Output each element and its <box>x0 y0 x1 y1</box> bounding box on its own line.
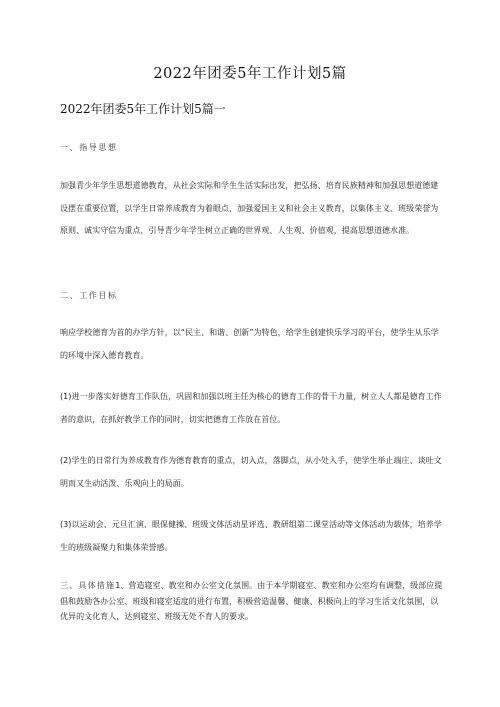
section-heading-guiding-ideology: 一、指导思想 <box>60 143 118 152</box>
section-heading-measures: 三、具体措施 <box>60 581 116 590</box>
section-inline-text: 1、营造寝室、教室和办公室文化氛围。由于本学期寝室、教室和办公室均有调整，级部应提倡和鼓励各办公室、班级和寝室适度的进行布置，积极营造温馨、健康、积极向上的学习生活文化氛围，以优异的文化育人，达到寝室、班级无处不育人的要求。 <box>60 581 443 621</box>
document-title: 2022年团委5年工作计划5篇 <box>153 66 347 82</box>
section-heading-work-goals: 二、工作目标 <box>60 291 118 300</box>
section-paragraph: 加强青少年学生思想道德教育，从社会实际和学生生活实际出发，把弘扬、培育民族精神和加强思想道德建设摆在重要位置，以学生日常养成教育为着眼点，加强爱国主义和社会主义教育，以集体主义、班级荣誉为原则、诚实守信为重点，引导青少年学生树立正确的世界观、人生观、价值观，提高思想道德水准。 <box>60 181 439 235</box>
section-paragraph: (1)进一步落实好德育工作队伍，巩固和加强以班主任为核心的德育工作的骨干力量，树立人人都是德育工作者的意识，在抓好教学工作的同时，切实把德育工作放在首位。 <box>60 392 442 424</box>
section-paragraph-with-heading <box>60 578 444 625</box>
section-paragraph: 响应学校德育为首的办学方针，以“民主、和谐、创新”为特色，给学生创建快乐学习的平台，使学生从乐学的环境中深入德育教育。 <box>60 328 439 360</box>
document-subtitle: 2022年团委5年工作计划5篇一 <box>60 102 226 116</box>
section-paragraph: (2)学生的日常行为养成教育作为德育教育的重点，切入点，落脚点，从小处入手，使学生举止端庄、谈吐文明而又生动活泼、乐观向上的局面。 <box>60 456 442 488</box>
section-paragraph: (3)以运动会、元旦汇演、眼保健操、班级文体活动星评选、教研组第二课堂活动等文体活动为载体，培养学生的班级凝聚力和集体荣誉感。 <box>60 520 442 552</box>
